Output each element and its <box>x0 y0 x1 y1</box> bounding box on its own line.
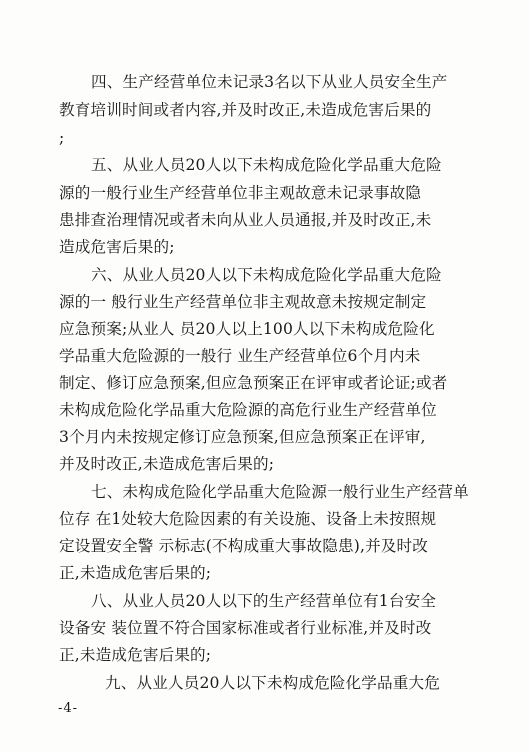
text-line: 3个月内未按规定修订应急预案,但应急预案正在评审, <box>59 428 426 446</box>
text-line: ; <box>59 129 65 147</box>
text-line: 教育培训时间或者内容,并及时改正,未造成危害后果的 <box>59 101 432 119</box>
text-line: 四、生产经营单位未记录3名以下从业人员安全生产 <box>91 73 448 91</box>
text-line: 制定、修订应急预案,但应急预案正在评审或者论证;或者 <box>59 374 448 392</box>
text-line: 未构成危险化学品重大危险源的高危行业生产经营单位 <box>59 401 437 419</box>
text-line: 患排查治理情况或者未向从业人员通报,并及时改正,未 <box>59 211 432 229</box>
text-line: 九、从业人员20人以下未构成危险化学品重大危 <box>105 674 441 692</box>
page-number: -4- <box>58 701 79 716</box>
text-line: 七、未构成危险化学品重大危险源一般行业生产经营单 <box>91 483 469 501</box>
text-line: 五、从业人员20人以下未构成危险化学品重大危险 <box>91 156 442 174</box>
text-line: 源的一 般行业生产经营单位非主观故意未按规定制定 <box>59 293 427 311</box>
text-line: 位存 在1处较大危险因素的有关设施、设备上未按照规 <box>59 510 437 528</box>
text-line: 学品重大危险源的一般行 业生产经营单位6个月内未 <box>59 347 421 365</box>
text-line: 应急预案;从业人 员20人以上100人以下未构成危险化 <box>59 320 435 338</box>
text-line: 八、从业人员20人以下的生产经营单位有1台安全 <box>91 592 437 610</box>
text-line: 六、从业人员20人以下未构成危险化学品重大危险 <box>91 266 442 284</box>
text-line: 定设置安全警 示标志(不构成重大事故隐患),并及时改 <box>59 537 429 555</box>
text-line: 正,未造成危害后果的; <box>59 564 212 582</box>
text-line: 正,未造成危害后果的; <box>59 646 212 664</box>
text-line: 源的一般行业生产经营单位非主观故意未记录事故隐 <box>59 184 422 202</box>
text-line: 设备安 装位置不符合国家标准或者行业标准,并及时改 <box>59 619 432 637</box>
text-line: 并及时改正,未造成危害后果的; <box>59 455 275 473</box>
text-line: 造成危害后果的; <box>59 238 175 256</box>
